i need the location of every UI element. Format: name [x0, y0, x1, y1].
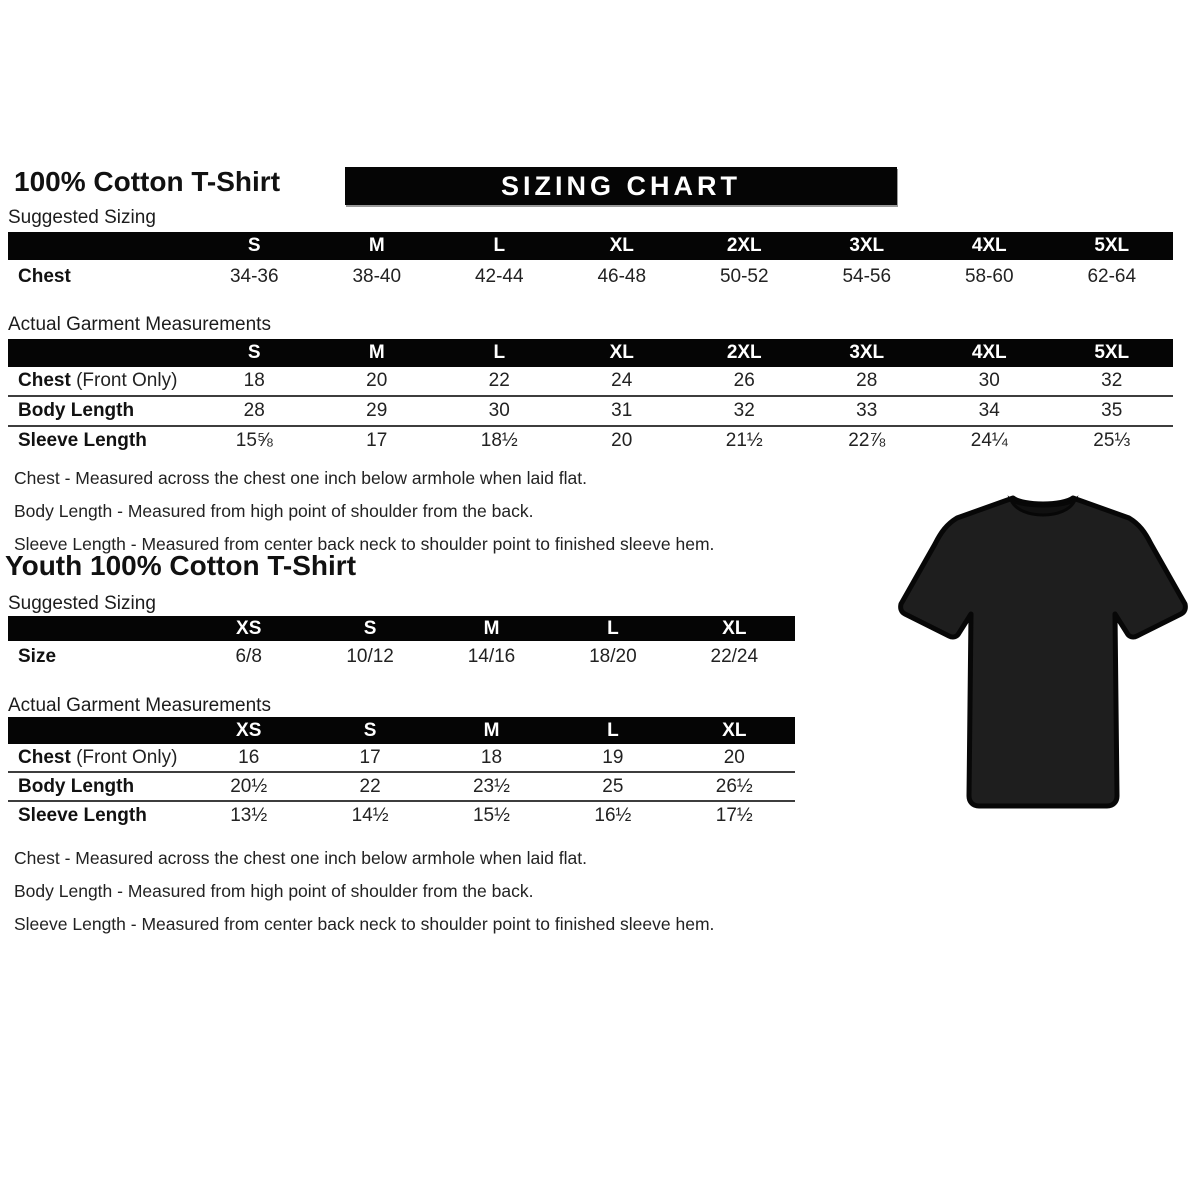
measurement-cell: 18/20: [589, 645, 637, 667]
measurement-cell: 16: [238, 746, 260, 768]
row-label: Sleeve Length: [8, 426, 193, 455]
measurement-cell: 26: [733, 370, 755, 391]
youth-title: Youth 100% Cotton T-Shirt: [5, 550, 357, 581]
measurement-cell: 38-40: [352, 266, 402, 287]
measurement-cell: 30: [438, 396, 561, 426]
measurement-cell: 28: [856, 370, 878, 391]
measurement-cell: 32: [683, 396, 806, 426]
size-column-header: 5XL: [1051, 339, 1174, 367]
youth-measurement-notes: [14, 842, 714, 941]
measurement-cell: 17: [359, 746, 381, 768]
table-row: [8, 772, 795, 801]
tshirt-image: [893, 476, 1193, 816]
measurement-cell: 26½: [674, 772, 795, 801]
measurement-cell: 15⅝: [193, 426, 316, 455]
table-row: [8, 801, 795, 829]
sizing-chart-banner-text: SIZING CHART: [501, 170, 741, 201]
measurement-cell: 54-56: [842, 266, 892, 287]
size-column-header: L: [438, 232, 561, 260]
note-chest: Chest - Measured across the chest one inch below armhole when laid flat.: [14, 468, 587, 488]
youth-garment-measurements-label: Actual Garment Measurements: [8, 695, 271, 716]
size-column-header: 4XL: [928, 232, 1051, 260]
table-row: [8, 641, 795, 672]
row-label: Chest (Front Only): [18, 746, 178, 768]
measurement-cell: 13½: [188, 801, 309, 829]
page-title: 100% Cotton T-Shirt: [14, 166, 281, 197]
table-header-spacer: [8, 339, 193, 367]
measurement-cell: 14½: [309, 801, 430, 829]
size-column-header: XL: [561, 232, 684, 260]
measurement-cell: 14/16: [467, 645, 516, 667]
measurement-cell: 25⅓: [1051, 426, 1174, 455]
measurement-cell: 18: [243, 370, 265, 391]
measurement-cell: 25: [552, 772, 673, 801]
table-row: [8, 260, 1173, 294]
size-column-header: 2XL: [683, 232, 806, 260]
size-column-header: L: [552, 616, 673, 641]
table-row: [8, 367, 1173, 396]
measurement-cell: 62-64: [1087, 266, 1137, 287]
measurement-cell: 34: [928, 396, 1051, 426]
measurement-cell: 24¼: [928, 426, 1051, 455]
row-label: Body Length: [8, 396, 193, 426]
size-column-header: M: [431, 717, 552, 744]
size-column-header: XL: [674, 616, 795, 641]
table-header-spacer: [8, 717, 188, 744]
measurement-cell: 22: [309, 772, 430, 801]
measurement-cell: 30: [978, 370, 1000, 391]
measurement-cell: 20½: [188, 772, 309, 801]
size-column-header: M: [431, 616, 552, 641]
row-label: Body Length: [8, 772, 188, 801]
measurement-cell: 20: [723, 746, 745, 768]
size-column-header: 3XL: [806, 339, 929, 367]
measurement-cell: 42-44: [474, 266, 524, 287]
size-column-header: 5XL: [1051, 232, 1174, 260]
measurement-cell: 23½: [431, 772, 552, 801]
note-sleeve-length: Sleeve Length - Measured from center back neck to shoulder point to finished sleeve hem.: [14, 914, 715, 934]
note-body-length: Body Length - Measured from high point of shoulder from the back.: [14, 881, 534, 901]
row-label: Sleeve Length: [8, 801, 188, 829]
table-row: [8, 744, 795, 772]
measurement-cell: 18½: [438, 426, 561, 455]
measurement-cell: 58-60: [964, 266, 1014, 287]
measurement-cell: 20: [561, 426, 684, 455]
youth-suggested-sizing-table: [8, 616, 795, 672]
measurement-cell: 20: [366, 370, 388, 391]
measurement-cell: 16½: [552, 801, 673, 829]
measurement-cell: 19: [602, 746, 624, 768]
youth-suggested-sizing-label: Suggested Sizing: [8, 593, 156, 614]
measurement-cell: 18: [480, 746, 503, 768]
note-chest: Chest - Measured across the chest one inch below armhole when laid flat.: [14, 848, 587, 868]
measurement-cell: 10/12: [346, 645, 394, 667]
size-column-header: 4XL: [928, 339, 1051, 367]
measurement-cell: 24: [611, 370, 633, 391]
size-column-header: M: [316, 339, 439, 367]
table-row: [8, 426, 1173, 455]
size-column-header: 2XL: [683, 339, 806, 367]
note-body-length: Body Length - Measured from high point of shoulder from the back.: [14, 501, 534, 521]
size-column-header: M: [316, 232, 439, 260]
table-row: [8, 396, 1173, 426]
size-column-header: S: [309, 616, 430, 641]
note-sleeve-length: Sleeve Length - Measured from center back neck to shoulder point to finished sleeve hem.: [14, 534, 715, 554]
size-column-header: XL: [674, 717, 795, 744]
size-column-header: XL: [561, 339, 684, 367]
row-label: Size: [18, 645, 57, 667]
measurement-cell: 34-36: [229, 266, 279, 287]
measurement-cell: 29: [316, 396, 439, 426]
measurement-cell: 6/8: [235, 645, 262, 667]
table-header-spacer: [8, 232, 193, 260]
measurement-cell: 15½: [431, 801, 552, 829]
size-column-header: 3XL: [806, 232, 929, 260]
table-header-row: [8, 616, 795, 641]
size-column-header: L: [438, 339, 561, 367]
size-column-header: S: [193, 232, 316, 260]
measurement-cell: 32: [1101, 370, 1123, 391]
row-label: Chest (Front Only): [18, 370, 178, 391]
tshirt-body: [901, 498, 1186, 806]
measurement-cell: 35: [1051, 396, 1174, 426]
adult-suggested-sizing-label: Suggested Sizing: [8, 207, 156, 228]
table-header-row: [8, 717, 795, 744]
table-header-row: [8, 232, 1173, 260]
measurement-cell: 46-48: [597, 266, 647, 287]
youth-garment-measurements-table: [8, 717, 795, 829]
sizing-chart-banner: [345, 167, 897, 205]
measurement-cell: 22⅞: [806, 426, 929, 455]
adult-measurement-notes: [14, 462, 714, 561]
adult-garment-measurements-table: [8, 339, 1173, 455]
measurement-cell: 33: [806, 396, 929, 426]
adult-garment-measurements-label: Actual Garment Measurements: [8, 314, 271, 335]
size-column-header: L: [552, 717, 673, 744]
measurement-cell: 28: [193, 396, 316, 426]
table-header-spacer: [8, 616, 188, 641]
adult-suggested-sizing-table: [8, 232, 1173, 294]
measurement-cell: 22: [488, 370, 510, 391]
size-column-header: XS: [188, 717, 309, 744]
size-column-header: S: [309, 717, 430, 744]
size-column-header: XS: [188, 616, 309, 641]
size-column-header: S: [193, 339, 316, 367]
measurement-cell: 17½: [674, 801, 795, 829]
measurement-cell: 22/24: [710, 645, 759, 667]
table-header-row: [8, 339, 1173, 367]
measurement-cell: 17: [316, 426, 439, 455]
row-label: Chest: [18, 266, 71, 287]
measurement-cell: 50-52: [719, 266, 769, 287]
measurement-cell: 31: [561, 396, 684, 426]
measurement-cell: 21½: [683, 426, 806, 455]
